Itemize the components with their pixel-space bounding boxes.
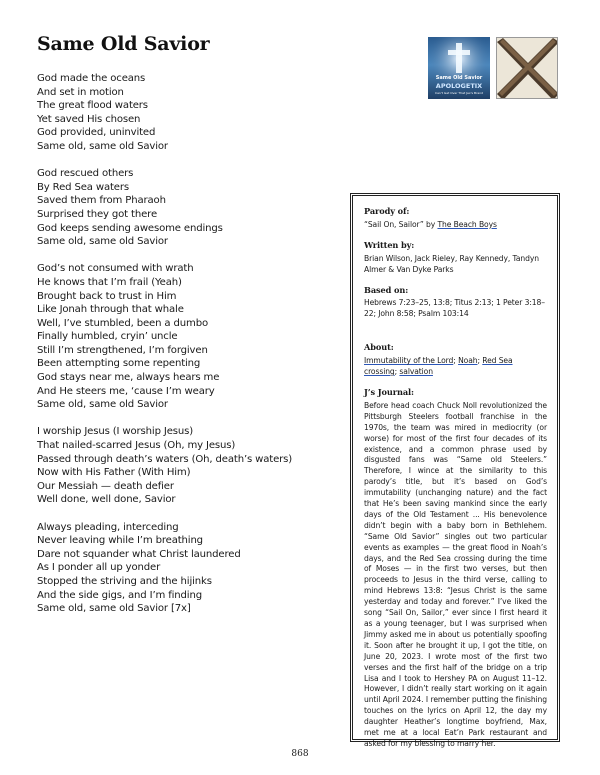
lyric-line: God provided, uninvited	[37, 127, 156, 139]
stanza	[37, 72, 337, 154]
lyric-line: Stopped the striving and the hijinks	[37, 575, 212, 587]
lyric-line: Always pleading, interceding	[37, 521, 179, 533]
based-section	[364, 285, 547, 321]
about-link-salvation[interactable]: salvation	[399, 367, 433, 377]
cover-tagline: Can’t Get Over That Jax’s Brand	[435, 91, 483, 95]
lyric-line: Yet saved His chosen	[37, 113, 141, 125]
x-beams-icon	[497, 38, 558, 99]
about-section: About: Immutability of the Lord; Noah; Red Sea crossing; salvation	[364, 342, 547, 378]
info-panel	[350, 193, 560, 748]
album-cover-x	[496, 37, 558, 99]
lyric-line: Passed through death’s waters (Oh, death’s waters)	[37, 453, 293, 465]
lyric-line: Dare not squander what Christ laundered	[37, 548, 241, 560]
lyric-line: He knows that I’m frail (Yeah)	[37, 276, 182, 288]
based-text: Hebrews 7:23–25, 13:8; Titus 2:13; 1 Peter 3:18–22; John 8:58; Psalm 103:14	[364, 298, 545, 319]
lyric-line: By Red Sea waters	[37, 181, 129, 193]
parody-section	[364, 206, 547, 231]
parody-heading: Parody of:	[364, 206, 410, 216]
lyric-line: That nailed-scarred Jesus (Oh, my Jesus)	[37, 440, 236, 452]
parody-song: “Sail On, Sailor”	[364, 219, 424, 229]
stanza	[37, 262, 337, 412]
lyric-line: And He steers me, ‘cause I’m weary	[37, 385, 215, 397]
lyric-line: Still I’m strengthened, I’m forgiven	[37, 344, 208, 356]
lyric-line: The great flood waters	[37, 100, 148, 112]
about-link-noah[interactable]: Noah	[458, 356, 478, 366]
lyric-line: Same old, same old Savior [7x]	[37, 603, 191, 615]
lyric-line: Finally humbled, cryin’ uncle	[37, 331, 178, 343]
about-link-immutability[interactable]: Immutability of the Lord	[364, 356, 454, 366]
lyric-line: Brought back to trust in Him	[37, 290, 177, 302]
based-heading: Based on:	[364, 284, 409, 295]
lyric-line: Now with His Father (With Him)	[37, 467, 191, 479]
lyric-line: God rescued others	[37, 168, 134, 180]
journal-section	[364, 387, 547, 750]
lyric-line: I worship Jesus (I worship Jesus)	[37, 426, 194, 438]
page-number: 868	[291, 749, 309, 759]
stanza	[37, 425, 337, 507]
lyric-line: Same old, same old Savior	[37, 399, 168, 411]
about-heading: About:	[364, 342, 394, 353]
parody-by: by	[426, 219, 436, 229]
lyric-line: God made the oceans	[37, 73, 146, 84]
cover-title: Same Old Savior	[435, 75, 483, 81]
journal-heading: J’s Journal:	[364, 386, 414, 397]
lyric-line: God keeps sending awesome endings	[37, 222, 223, 234]
album-cover-same-old-savior	[428, 37, 490, 99]
lyric-line: God’s not consumed with wrath	[37, 263, 194, 275]
stanza	[37, 521, 337, 616]
song-title: Same Old Savior	[37, 33, 210, 55]
lyric-line: And the side gigs, and I’m finding	[37, 589, 202, 601]
lyric-line: And set in motion	[37, 86, 124, 98]
lyric-line: Same old, same old Savior	[37, 140, 168, 152]
lyric-line: Same old, same old Savior	[37, 236, 168, 248]
lyric-line: Our Messiah — death defier	[37, 480, 174, 492]
parody-artist-link[interactable]: The Beach Boys	[437, 219, 497, 229]
lyrics	[37, 72, 337, 629]
lyric-line: Well done, well done, Savior	[37, 494, 176, 506]
cover-brand: APOLOGETIX	[435, 82, 483, 90]
lyric-line: Like Jonah through that whale	[37, 304, 184, 316]
about-link-red-sea[interactable]: Red Sea crossing	[364, 356, 513, 377]
lyric-line: Saved them from Pharaoh	[37, 195, 166, 207]
stanza	[37, 167, 337, 249]
written-text: Brian Wilson, Jack Rieley, Ray Kennedy, Tandyn Almer & Van Dyke Parks	[364, 253, 539, 274]
lyric-line: Never leaving while I’m breathing	[37, 535, 203, 547]
lyric-line: Surprised they got there	[37, 208, 157, 220]
lyric-line: Been attempting some repenting	[37, 358, 201, 370]
written-section	[364, 240, 547, 276]
journal-text: Before head coach Chuck Noll revolutionized the Pittsburgh Steelers football franchise in the 1970s, the team was mired in mediocrity (or worse) for most of the first four decades of its existence, and a common phrase used by disgusted fans was “Same old Steelers.” Therefore, I wince at the similarity to this parody’s title, but it’s based on God’s immutability (unchanging nature) and the fact that He’s been saving mankind since the early days of the Old Testament ... His benevolence didn’t begin with a baby born in Bethlehem. “Same Old Savior” singles out two particular events as examples — the great flood in Noah’s days, and the Red Sea crossing during the time of Moses — in the first two verses, but then proceeds to Jesus in the third verse, calling to mind Hebrews 13:8: “Jesus Christ is the same yesterday and today and forever.” I’ve liked the song “Sail On, Sailor,” ever since I first heard it as a young teenager, but I was surprised when Jimmy asked me in about us potentially spoofing it. Soon after he brought it up, I got the title, on June 20, 2023. I wrote most of the first two verses and the first half of the bridge on a trip Lisa and I took to Hershey PA on August 11–12. However, I didn’t really start working on it again until April 2024. I remember putting the finishing touches on the lyrics on April 12, the day my daughter Heather’s longtime boyfriend, Max, met me at a local Eat’n Park restaurant and asked for my blessing to marry her.	[364, 400, 547, 748]
lyric-line: God stays near me, always hears me	[37, 372, 220, 384]
written-heading: Written by:	[364, 239, 415, 250]
lyric-line: As I ponder all up yonder	[37, 562, 161, 574]
lyric-line: Well, I’ve stumbled, been a dumbo	[37, 317, 208, 329]
